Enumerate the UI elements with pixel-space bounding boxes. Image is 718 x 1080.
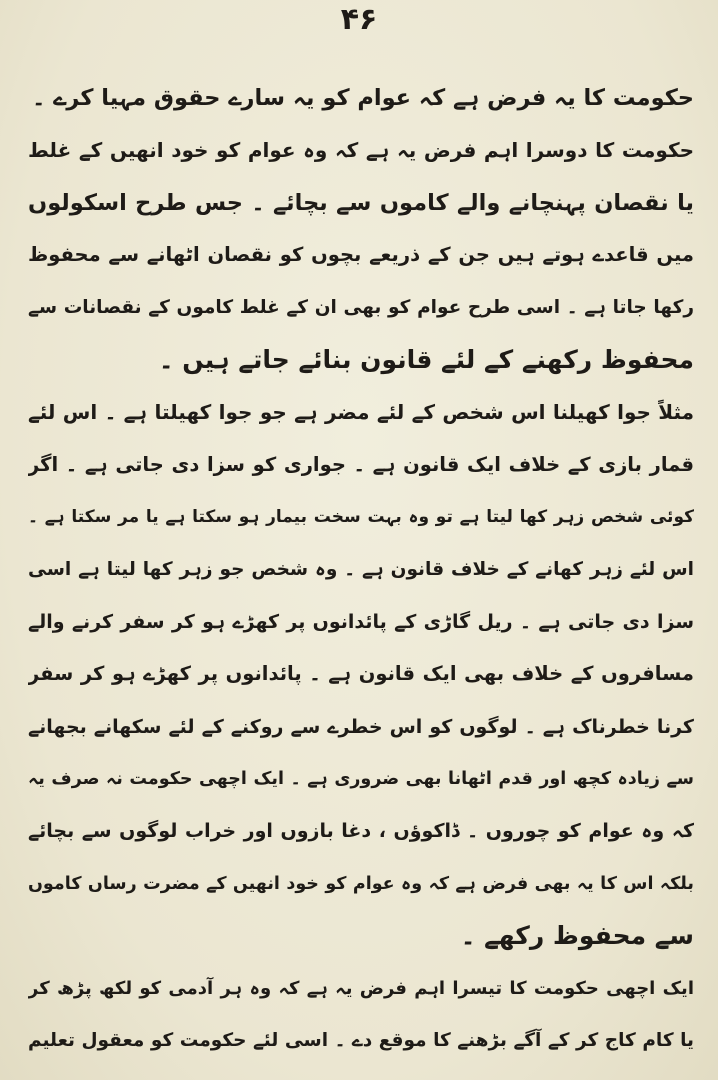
text-line: بلکہ اس کا یہ بھی فرض ہے کہ وہ عوام کو خود انھیں کے مضرت رساں کاموں <box>28 873 694 894</box>
text-line: مسافروں کے خلاف بھی ایک قانون ہے ۔ پائدانوں پر کھڑے ہو کر سفر <box>28 662 694 686</box>
page-number: ۴۶ <box>340 2 378 37</box>
text-line: سے زیادہ کچھ اور قدم اٹھانا بھی ضروری ہے ۔ ایک اچھی حکومت نہ صرف یہ <box>28 769 694 790</box>
text-line: کوئی شخص زہر کھا لیتا ہے تو وہ بہت سخت بیمار ہو سکتا ہے یا مر سکتا ہے ۔ <box>28 507 694 528</box>
text-line: سے محفوظ رکھے ۔ <box>460 921 694 951</box>
text-line: محفوظ رکھنے کے لئے قانون بنائے جاتے ہیں ۔ <box>158 344 694 374</box>
text-line: اس لئے زہر کھانے کے خلاف قانون ہے ۔ وہ شخص جو زہر کھا لیتا ہے اسی <box>28 558 694 580</box>
text-line: حکومت کا یہ فرض ہے کہ عوام کو یہ سارے حقوق مہیا کرے ۔ <box>32 85 694 111</box>
text-line: ایک اچھی حکومت کا تیسرا اہم فرض یہ ہے کہ وہ ہر آدمی کو لکھ پڑھ کر <box>28 977 694 999</box>
text-line: قمار بازی کے خلاف ایک قانون ہے ۔ جواری کو سزا دی جاتی ہے ۔ اگر <box>28 452 694 476</box>
text-line: سزا دی جاتی ہے ۔ ریل گاڑی کے پائدانوں پر کھڑے ہو کر سفر کرنے والے <box>28 610 694 633</box>
text-line: رکھا جاتا ہے ۔ اسی طرح عوام کو بھی ان کے غلط کاموں کے نقصانات سے <box>28 296 694 318</box>
text-line: میں قاعدے ہوتے ہیں جن کے ذریعے بچوں کو نقصان اٹھانے سے محفوظ <box>28 243 694 267</box>
text-line: حکومت کا دوسرا اہم فرض یہ ہے کہ وہ عوام کو خود انھیں کے غلط <box>28 138 694 163</box>
text-line: مثلاً جوا کھیلنا اس شخص کے لئے مضر ہے جو جوا کھیلتا ہے ۔ اس لئے <box>28 400 694 425</box>
text-line: کہ وہ عوام کو چوروں ۔ ڈاکوؤں ، دغا بازوں اور خراب لوگوں سے بچائے <box>28 820 694 843</box>
body-text <box>28 72 694 1067</box>
text-line: یا کام کاج کر کے آگے بڑھنے کا موقع دے ۔ اسی لئے حکومت کو معقول تعلیم <box>28 1030 694 1052</box>
text-line: کرنا خطرناک ہے ۔ لوگوں کو اس خطرے سے روکنے کے لئے سکھانے بجھانے <box>28 715 694 738</box>
text-line: یا نقصان پہنچانے والے کاموں سے بچائے ۔ جس طرح اسکولوں <box>28 189 694 216</box>
